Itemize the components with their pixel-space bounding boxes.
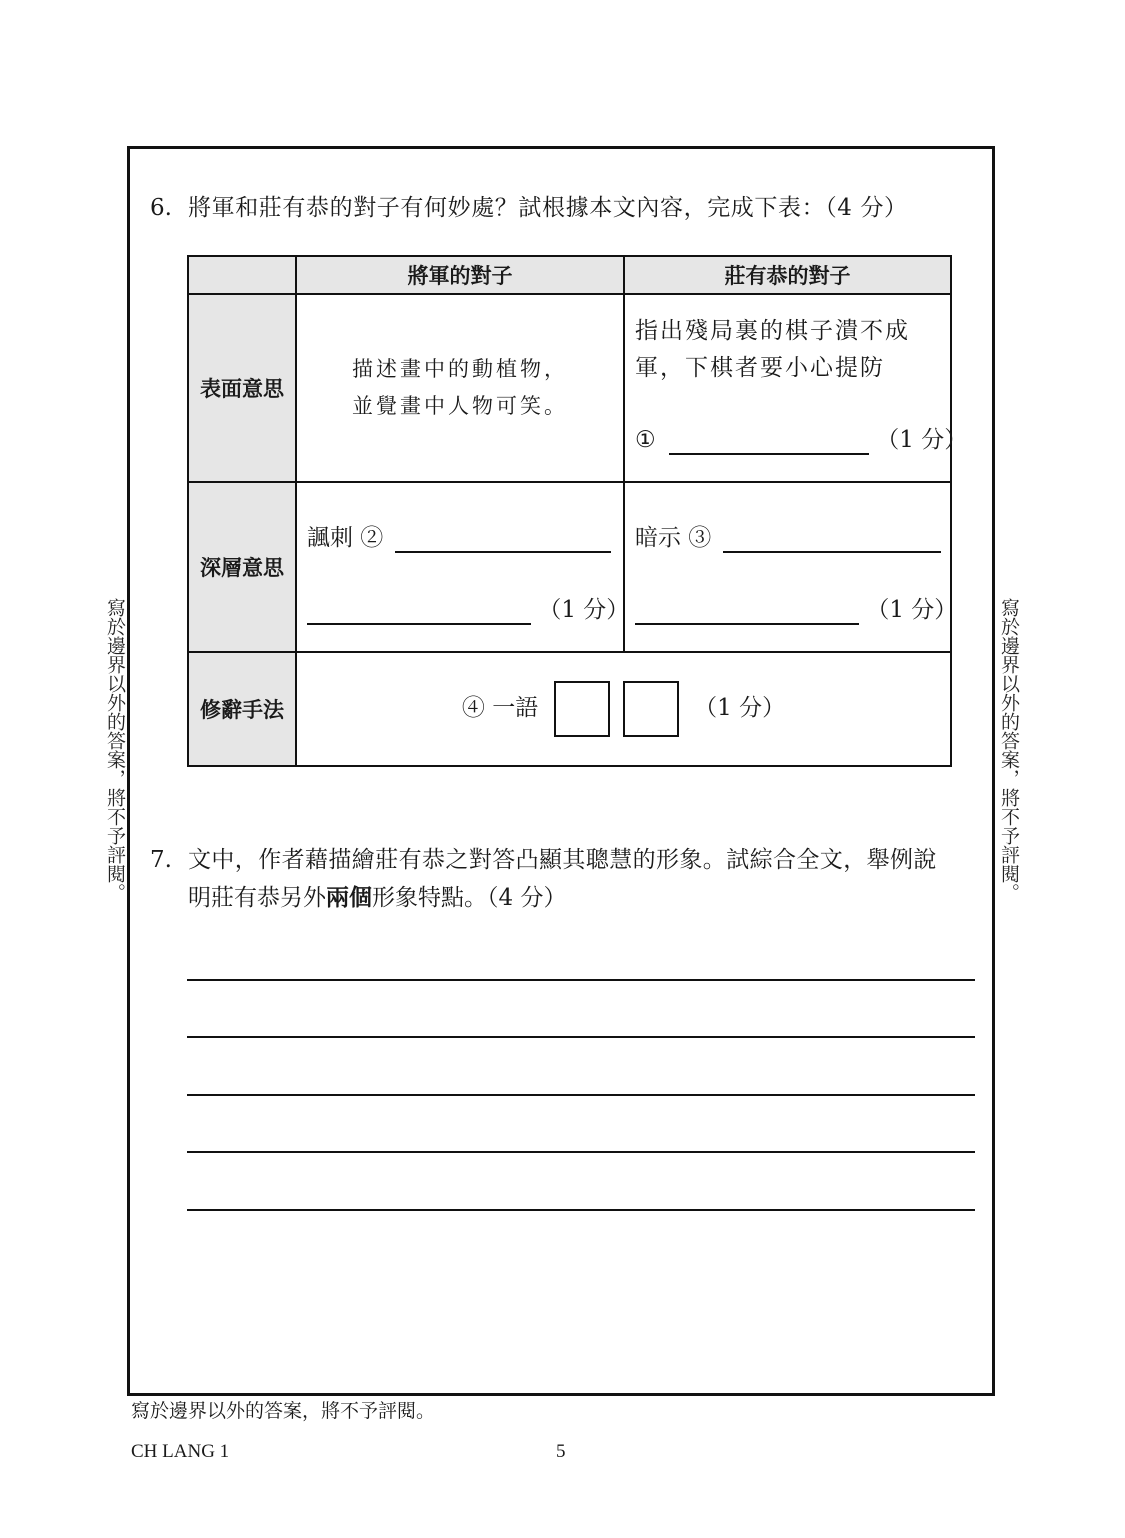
q7-line1: 文中，作者藉描繪莊有恭之對答凸顯其聰慧的形象。試綜合全文，舉例說 bbox=[188, 847, 937, 873]
answer-box-2[interactable] bbox=[623, 681, 679, 737]
row-label-surface: 表面意思 bbox=[188, 294, 296, 482]
q7-line2-before: 明莊有恭另外 bbox=[188, 885, 326, 911]
rhetoric-label: ④ 一語 bbox=[461, 695, 539, 721]
paper-code: CH LANG 1 bbox=[131, 1441, 230, 1462]
zhuang-deep-mark: （1 分） bbox=[866, 597, 958, 623]
answer-blank-1[interactable] bbox=[669, 425, 869, 455]
col-header-general: 將軍的對子 bbox=[296, 256, 624, 294]
footer-note: 寫於邊界以外的答案，將不予評閱。 bbox=[131, 1400, 436, 1422]
answer-box-1[interactable] bbox=[554, 681, 610, 737]
answer-blank-2[interactable] bbox=[395, 523, 611, 553]
answer-blank-2-cont[interactable] bbox=[307, 595, 531, 625]
q7-line2-after: 形象特點。（4 分） bbox=[372, 885, 567, 911]
q7-emphasis: 兩個 bbox=[326, 885, 372, 911]
blank1-mark: （1 分） bbox=[876, 427, 968, 453]
q6-number: 6. bbox=[150, 195, 172, 221]
page-number: 5 bbox=[556, 1441, 566, 1462]
q7-answer-line-5[interactable] bbox=[187, 1209, 975, 1211]
zhuang-surface-line2: 軍，下棋者要小心提防 bbox=[635, 355, 885, 381]
zhuang-deep-prefix: 暗示 ③ bbox=[635, 525, 712, 551]
cell-rhetoric bbox=[296, 652, 951, 766]
left-margin-note: 寫於邊界以外的答案，將不予評閱。 bbox=[104, 598, 126, 902]
general-surface-line1: 描述畫中的動植物， bbox=[352, 357, 568, 381]
cell-zhuang-surface bbox=[624, 294, 968, 482]
q6-answer-table bbox=[187, 255, 968, 767]
general-deep-mark: （1 分） bbox=[538, 597, 630, 623]
rhetoric-mark: （1 分） bbox=[694, 695, 786, 721]
q7-answer-line-4[interactable] bbox=[187, 1151, 975, 1153]
table-corner-cell bbox=[188, 256, 296, 294]
q7-line2 bbox=[188, 878, 566, 918]
zhuang-surface-line1: 指出殘局裏的棋子潰不成 bbox=[635, 318, 910, 344]
cell-general-deep bbox=[296, 482, 630, 652]
general-surface-line2: 並覺畫中人物可笑。 bbox=[352, 394, 568, 418]
cell-zhuang-deep bbox=[624, 482, 958, 652]
q7-answer-line-2[interactable] bbox=[187, 1036, 975, 1038]
col-header-zhuang: 莊有恭的對子 bbox=[624, 256, 951, 294]
row-label-deep: 深層意思 bbox=[188, 482, 296, 652]
answer-blank-3[interactable] bbox=[723, 523, 941, 553]
row-label-rhetoric: 修辭手法 bbox=[188, 652, 296, 766]
answer-blank-3-cont[interactable] bbox=[635, 595, 859, 625]
q6-text: 將軍和莊有恭的對子有何妙處？試根據本文內容，完成下表：（4 分） bbox=[188, 195, 908, 221]
q7-answer-line-3[interactable] bbox=[187, 1094, 975, 1096]
q7-number: 7. bbox=[150, 847, 172, 873]
q7-answer-line-1[interactable] bbox=[187, 979, 975, 981]
blank1-label: ① bbox=[635, 427, 656, 453]
right-margin-note: 寫於邊界以外的答案，將不予評閱。 bbox=[998, 598, 1020, 902]
general-deep-prefix: 諷刺 ② bbox=[307, 525, 384, 551]
cell-general-surface bbox=[296, 294, 624, 482]
